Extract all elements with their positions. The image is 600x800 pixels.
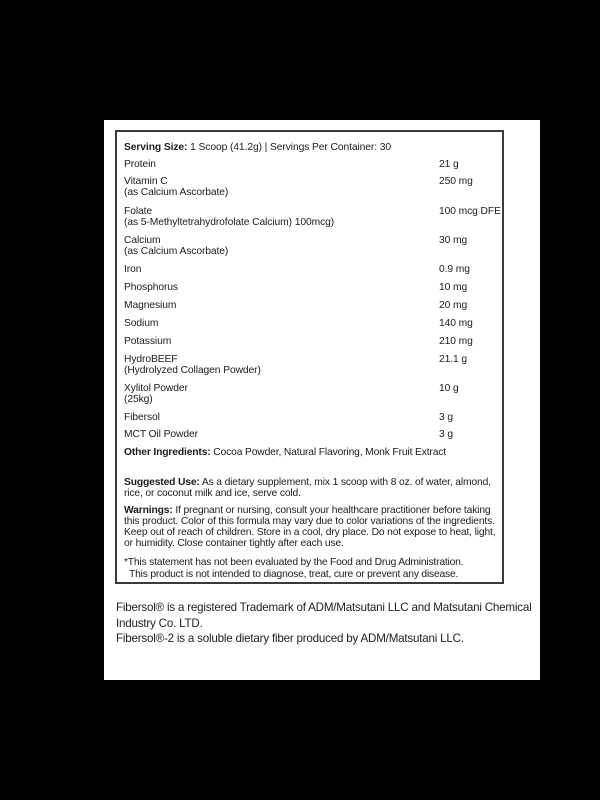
fda-disclaimer <box>124 557 502 580</box>
other-ingredients <box>124 447 502 458</box>
nutrient-name: HydroBEEF <box>124 354 178 365</box>
nutrient-amount: 21.1 g <box>439 354 468 365</box>
nutrient-source: (as 5-Methyltetrahydrofolate Calcium) 100mcg) <box>124 217 335 228</box>
nutrient-name: Xylitol Powder <box>124 383 188 394</box>
nutrient-amount: 20 mg <box>439 300 468 311</box>
nutrient-source: (as Calcium Ascorbate) <box>124 187 229 198</box>
nutrient-source: (as Calcium Ascorbate) <box>124 246 229 257</box>
nutrient-amount: 30 mg <box>439 235 468 246</box>
serving-size-text: 1 Scoop (41.2g) | Servings Per Container: 30 <box>187 142 392 153</box>
nutrient-name: Potassium <box>124 336 172 347</box>
suggested-use <box>124 477 502 499</box>
other-ingredients-text: Cocoa Powder, Natural Flavoring, Monk Fruit Extract <box>210 447 446 458</box>
warnings-text: If pregnant or nursing, consult your healthcare practitioner before taking this product. Color of this formula may vary due to color variations of the ingredients. Keep out of reach of children. Store in a cool, dry place. Do not expose to heat, light, or humidity. Close container tightly after each use. <box>124 505 496 549</box>
trademark-line-1: Fibersol® is a registered Trademark of ADM/Matsutani LLC and Matsutani Chemical Industry Co. LTD. <box>116 601 532 630</box>
nutrient-name: Magnesium <box>124 300 177 311</box>
supplement-facts-panel <box>115 130 504 584</box>
nutrient-amount: 210 mg <box>439 336 473 347</box>
nutrient-amount: 250 mg <box>439 176 473 187</box>
disclaimer-line-1: *This statement has not been evaluated by the Food and Drug Administration. <box>124 557 464 568</box>
supplement-label-page <box>104 120 540 680</box>
nutrient-amount: 140 mg <box>439 318 473 329</box>
nutrient-source: (Hydrolyzed Collagen Powder) <box>124 365 261 376</box>
suggested-use-text: As a dietary supplement, mix 1 scoop with 8 oz. of water, almond, rice, or coconut milk and ice, serve cold. <box>124 477 491 499</box>
nutrient-amount: 100 mcg DFE <box>439 206 501 217</box>
nutrient-amount: 0.9 mg <box>439 264 470 275</box>
nutrient-amount: 3 g <box>439 412 454 423</box>
nutrient-name: Vitamin C <box>124 176 168 187</box>
suggested-use-label: Suggested Use: <box>124 477 200 488</box>
nutrient-name: Fibersol <box>124 412 160 423</box>
nutrient-name: Folate <box>124 206 153 217</box>
nutrient-amount: 10 mg <box>439 282 468 293</box>
warnings <box>124 505 502 549</box>
trademark-line-2: Fibersol®-2 is a soluble dietary fiber produced by ADM/Matsutani LLC. <box>116 632 464 645</box>
nutrient-name: Calcium <box>124 235 161 246</box>
disclaimer-line-2: This product is not intended to diagnose, treat, cure or prevent any disease. <box>129 568 459 580</box>
serving-size-label: Serving Size: <box>124 142 188 153</box>
nutrient-name: MCT Oil Powder <box>124 429 198 440</box>
nutrient-source: (25kg) <box>124 394 153 405</box>
warnings-label: Warnings: <box>124 505 173 516</box>
nutrient-name: Sodium <box>124 318 159 329</box>
nutrient-amount: 21 g <box>439 159 459 170</box>
nutrient-name: Protein <box>124 159 156 170</box>
nutrient-name: Iron <box>124 264 142 275</box>
nutrient-amount: 3 g <box>439 429 454 440</box>
nutrient-amount: 10 g <box>439 383 459 394</box>
nutrient-name: Phosphorus <box>124 282 178 293</box>
other-ingredients-label: Other Ingredients: <box>124 447 211 458</box>
trademark-notice <box>116 600 536 647</box>
